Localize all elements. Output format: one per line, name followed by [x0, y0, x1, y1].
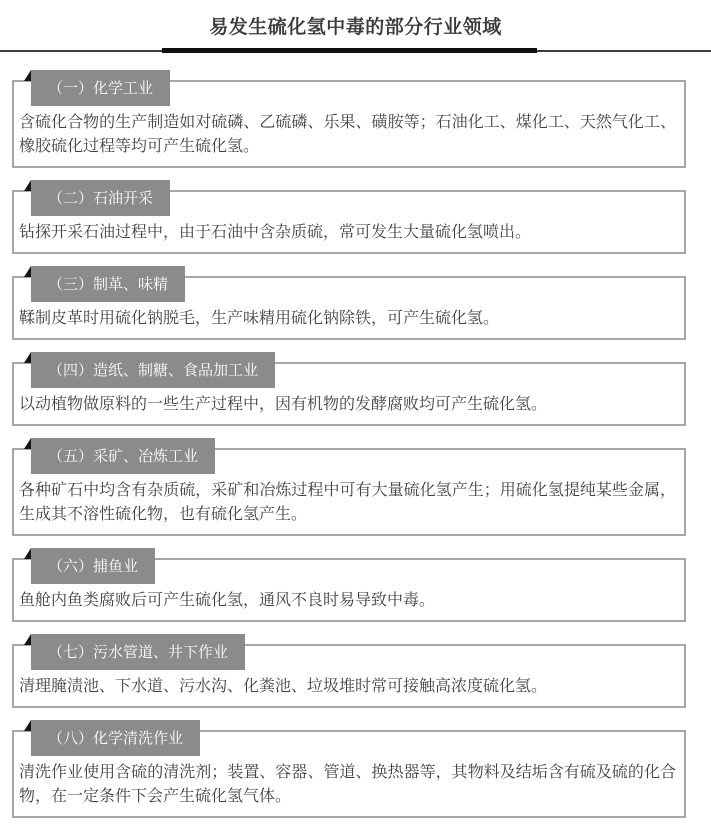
section-badge — [31, 266, 185, 302]
section-body-text: 鱼舱内鱼类腐败后可产生硫化氢，通风不良时易导致中毒。 — [19, 590, 436, 609]
ribbon-fold-icon — [24, 438, 31, 449]
section-badge — [31, 548, 155, 584]
section-badge-label: （六）捕鱼业 — [48, 557, 139, 575]
section-paper-sugar-food — [12, 352, 686, 426]
section-chemical-industry — [12, 70, 686, 168]
section-oil-extraction — [12, 180, 686, 254]
title-underline — [0, 48, 711, 53]
ribbon-fold-icon — [24, 352, 31, 363]
section-badge — [31, 438, 215, 474]
section-badge — [31, 70, 170, 106]
page-title: 易发生硫化氢中毒的部分行业领域 — [209, 16, 502, 38]
ribbon-fold-icon — [24, 180, 31, 191]
section-badge-label: （三）制革、味精 — [48, 275, 169, 293]
section-badge — [31, 352, 275, 388]
title-underline-accent-bar — [162, 48, 537, 53]
section-chemical-cleaning — [12, 720, 686, 818]
ribbon-fold-icon — [24, 266, 31, 277]
section-body-text: 各种矿石中均含有杂质硫，采矿和冶炼过程中可有大量硫化氢产生；用硫化氢提纯某些金属，生成其不溶性硫化物，也有硫化氢产生。 — [19, 480, 676, 523]
section-badge-label: （二）石油开采 — [48, 189, 154, 207]
section-badge-label: （八）化学清洗作业 — [48, 729, 184, 747]
section-mining-smelting — [12, 438, 686, 536]
section-sewage-underground — [12, 634, 686, 708]
section-badge — [31, 720, 200, 756]
section-body-text: 含硫化合物的生产制造如对硫磷、乙硫磷、乐果、磺胺等；石油化工、煤化工、天然气化工、橡胶硫化过程等均可产生硫化氢。 — [19, 112, 676, 155]
section-tanning-msg — [12, 266, 686, 340]
section-body-text: 清理腌渍池、下水道、污水沟、化粪池、垃圾堆时常可接触高浓度硫化氢。 — [19, 676, 548, 695]
section-body-text: 以动植物做原料的一些生产过程中，因有机物的发酵腐败均可产生硫化氢。 — [19, 394, 548, 413]
section-body-text: 钻探开采石油过程中，由于石油中含杂质硫，常可发生大量硫化氢喷出。 — [19, 222, 532, 241]
section-badge-label: （一）化学工业 — [48, 79, 154, 97]
industry-sections-list — [0, 70, 711, 818]
section-badge-label: （四）造纸、制糖、食品加工业 — [48, 361, 259, 379]
section-body-text: 清洗作业使用含硫的清洗剂；装置、容器、管道、换热器等，其物料及结垢含有硫及硫的化合物，在一定条件下会产生硫化氢气体。 — [19, 762, 676, 805]
section-badge — [31, 634, 245, 670]
section-badge — [31, 180, 170, 216]
section-badge-label: （七）污水管道、井下作业 — [48, 643, 229, 661]
section-badge-label: （五）采矿、冶炼工业 — [48, 447, 199, 465]
section-fishing — [12, 548, 686, 622]
page-header — [0, 0, 711, 53]
section-body-text: 鞣制皮革时用硫化钠脱毛，生产味精用硫化钠除铁，可产生硫化氢。 — [19, 308, 500, 327]
